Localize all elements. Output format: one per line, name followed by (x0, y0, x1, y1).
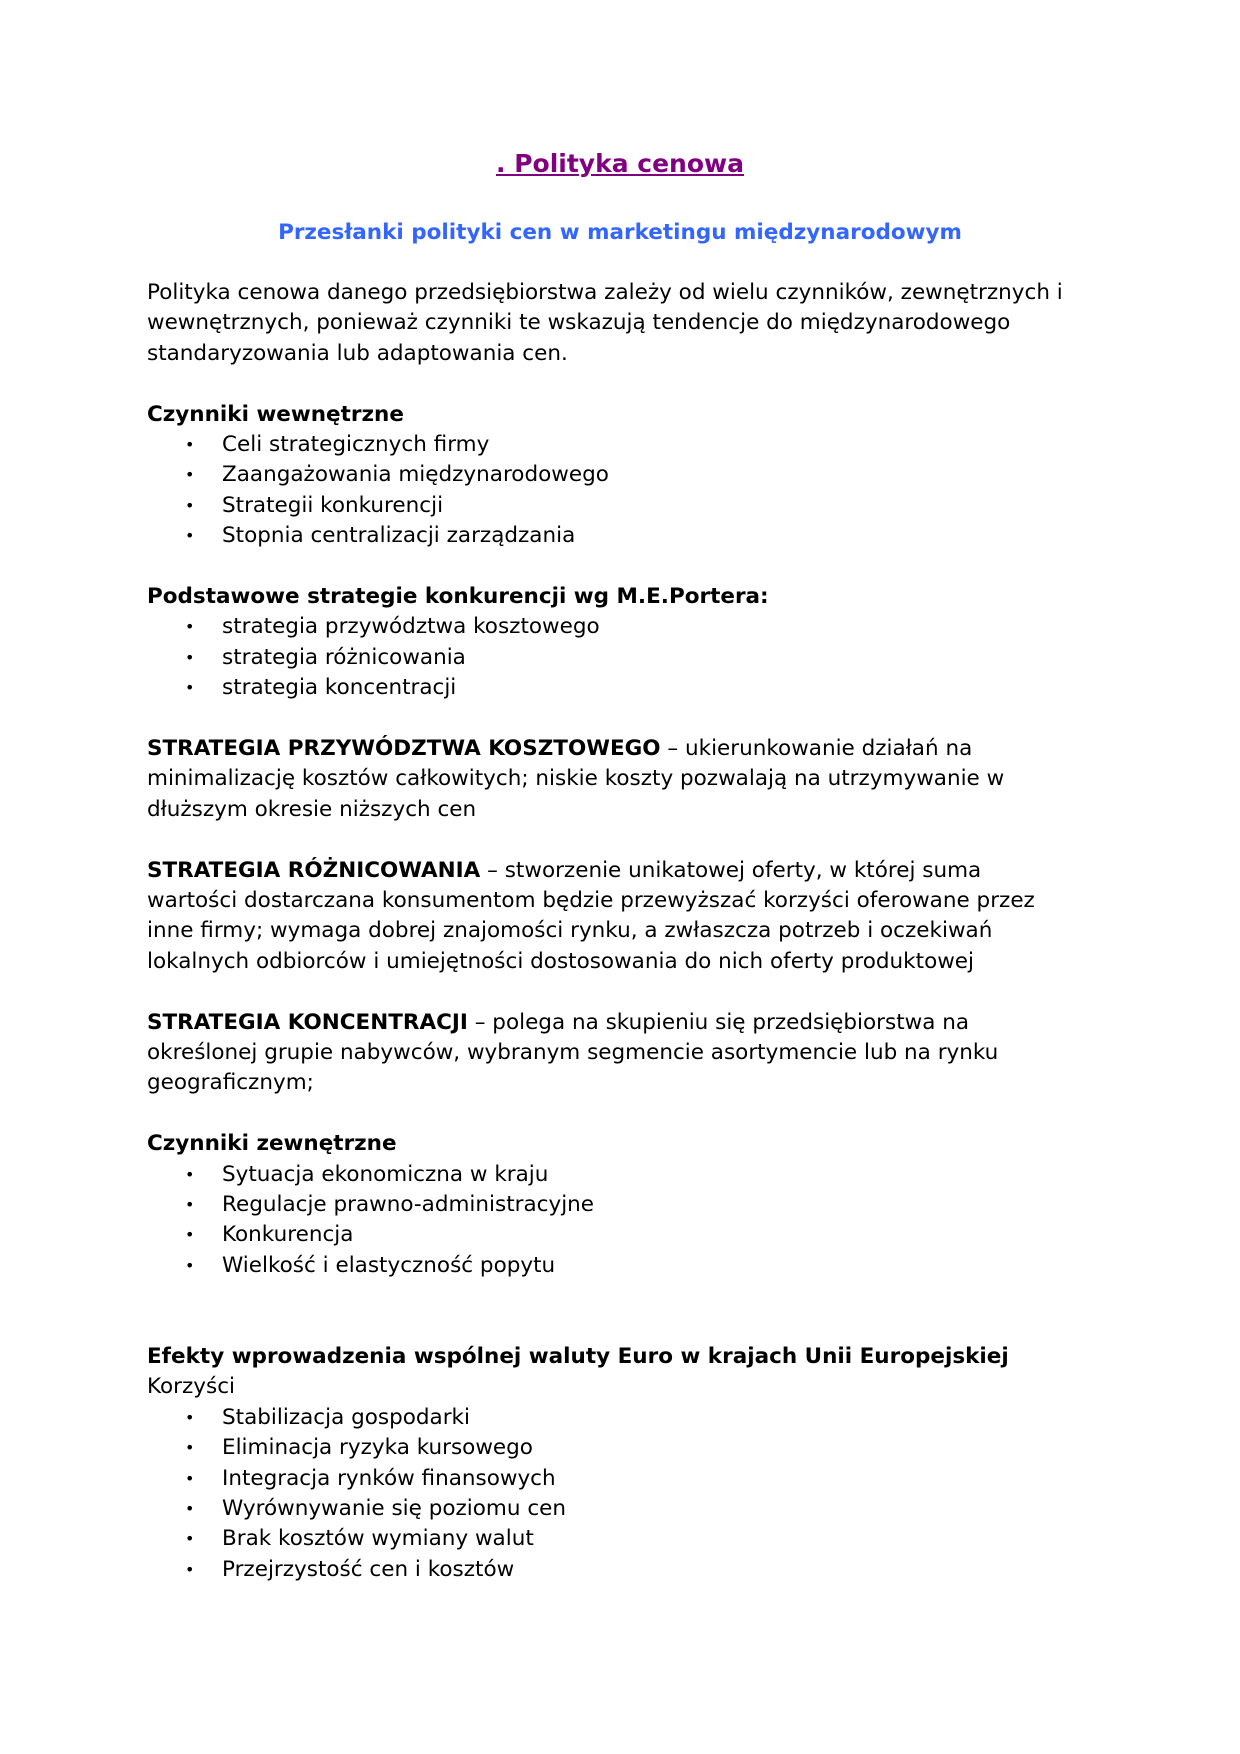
list-item: • strategia różnicowania (147, 643, 1107, 673)
internal-factors-heading: Czynniki wewnętrzne (147, 401, 404, 427)
strategy-description: – stworzenie unikatowej oferty, w której suma (487, 857, 982, 883)
list-item: • Strategii konkurencji (147, 491, 1107, 521)
strategy-description: minimalizację kosztów całkowitych; niskie koszty pozwalają na utrzymywanie w (147, 766, 1005, 792)
bullet-icon: • (185, 435, 195, 455)
bullet-icon: • (185, 1194, 195, 1214)
porter-strategies-heading: Podstawowe strategie konkurencji wg M.E.Portera: (147, 583, 769, 609)
strategy-cost-leadership (147, 734, 1107, 825)
bullet-icon: • (185, 1255, 195, 1275)
bullet-icon: • (185, 617, 195, 637)
intro-line: Polityka cenowa danego przedsiębiorstwa zależy od wielu czynników, zewnętrznych i (147, 280, 1063, 305)
list-item: • Zaangażowania międzynarodowego (147, 460, 1107, 490)
euro-benefits-subheading: Korzyści (147, 1374, 236, 1400)
internal-factors-list (147, 430, 1107, 552)
intro-line: standaryzowania lub adaptowania cen. (147, 340, 568, 366)
bullet-icon: • (185, 1498, 195, 1518)
strategy-description: geograficznym; (147, 1070, 314, 1096)
strategy-differentiation (147, 856, 1107, 978)
strategy-description: inne firmy; wymaga dobrej znajomości rynku, a zwłaszcza potrzeb i oczekiwań (147, 918, 993, 944)
strategy-name: STRATEGIA PRZYWÓDZTWA KOSZTOWEGO (147, 735, 661, 761)
list-item: • Stopnia centralizacji zarządzania (147, 521, 1107, 551)
bullet-icon: • (185, 1438, 195, 1458)
intro-line: wewnętrznych, ponieważ czynniki te wskazują tendencje do międzynarodowego (147, 310, 1011, 336)
bullet-icon: • (185, 1225, 195, 1245)
bullet-icon: • (185, 1468, 195, 1488)
page-subtitle: Przesłanki polityki cen w marketingu międzynarodowym (278, 220, 962, 245)
list-item: • Integracja rynków finansowych (147, 1464, 1107, 1494)
list-item: • Celi strategicznych firmy (147, 430, 1107, 460)
document-body (147, 278, 1107, 1585)
strategy-description: – polega na skupieniu się przedsiębiorstwa na (474, 1009, 970, 1035)
bullet-icon: • (185, 495, 195, 515)
list-item: • Eliminacja ryzyka kursowego (147, 1433, 1107, 1463)
strategy-description: lokalnych odbiorców i umiejętności dostosowania do nich oferty produktowej (147, 948, 975, 974)
list-item: • Wyrównywanie się poziomu cen (147, 1494, 1107, 1524)
strategy-name: STRATEGIA KONCENTRACJI (147, 1009, 468, 1035)
euro-benefits-list (147, 1403, 1107, 1585)
intro-paragraph (147, 278, 1107, 369)
bullet-icon: • (185, 1559, 195, 1579)
list-item: • Przejrzystość cen i kosztów (147, 1555, 1107, 1585)
strategy-description: wartości dostarczana konsumentom będzie przewyższać korzyści oferowane przez (147, 887, 1035, 913)
euro-effects-heading: Efekty wprowadzenia wspólnej waluty Euro w krajach Unii Europejskiej (147, 1343, 1009, 1369)
strategy-description: określonej grupie nabywców, wybranym segmencie asortymencie lub na rynku (147, 1039, 999, 1065)
bullet-icon: • (185, 465, 195, 485)
list-item: • Konkurencja (147, 1220, 1107, 1250)
bullet-icon: • (185, 1529, 195, 1549)
strategy-description: dłuższym okresie niższych cen (147, 796, 477, 822)
list-item: • strategia przywództwa kosztowego (147, 612, 1107, 642)
bullet-icon: • (185, 1164, 195, 1184)
bullet-icon: • (185, 678, 195, 698)
strategy-description: – ukierunkowanie działań na (667, 735, 973, 761)
porter-strategies-list (147, 612, 1107, 703)
strategy-name: STRATEGIA RÓŻNICOWANIA (147, 857, 481, 883)
list-item: • Sytuacja ekonomiczna w kraju (147, 1160, 1107, 1190)
external-factors-heading: Czynniki zewnętrzne (147, 1131, 397, 1157)
strategy-concentration (147, 1008, 1107, 1099)
list-item: • strategia koncentracji (147, 673, 1107, 703)
list-item: • Wielkość i elastyczność popytu (147, 1251, 1107, 1281)
page-title: . Polityka cenowa (496, 149, 744, 178)
list-item: • Stabilizacja gospodarki (147, 1403, 1107, 1433)
bullet-icon: • (185, 1407, 195, 1427)
list-item: • Brak kosztów wymiany walut (147, 1524, 1107, 1554)
bullet-icon: • (185, 647, 195, 667)
external-factors-list (147, 1160, 1107, 1282)
bullet-icon: • (185, 526, 195, 546)
list-item: • Regulacje prawno-administracyjne (147, 1190, 1107, 1220)
